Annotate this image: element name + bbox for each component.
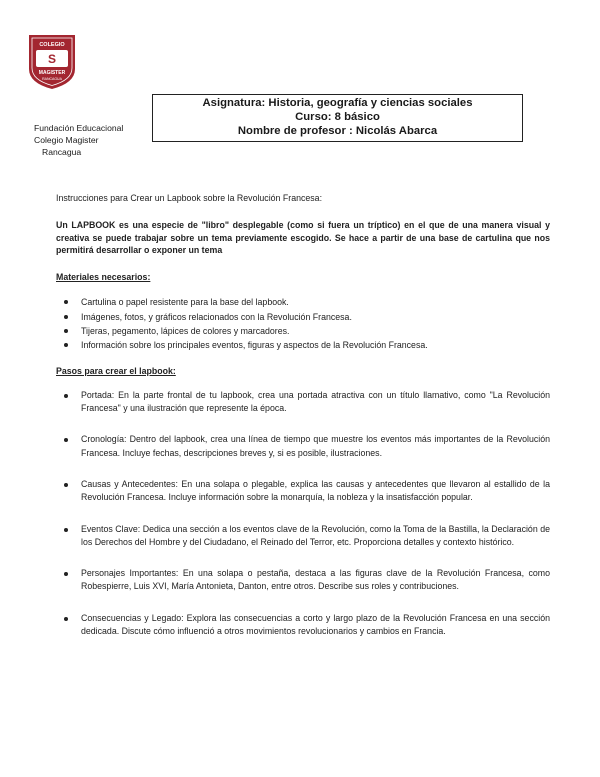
school-logo (27, 33, 77, 91)
org-line-2: Colegio Magister (34, 135, 99, 145)
steps-heading: Pasos para crear el lapbook: (56, 365, 176, 376)
list-item: Cartulina o papel resistente para la base del lapbook. (56, 295, 550, 309)
list-item: Tijeras, pegamento, lápices de colores y marcadores. (56, 324, 550, 338)
steps-list (56, 389, 550, 639)
header-info-box (152, 94, 523, 142)
org-line-3: Rancagua (42, 147, 82, 157)
logo-city-text: RANCAGUA (42, 77, 62, 81)
lapbook-definition: Un LAPBOOK es una especie de "libro" desplegable (como si fuera un tríptico) en el que de una manera visual y creativa se puede trabajar sobre un tema previamente escogido. Se hace a partir de una base de cartulina que nos permitirá desarrollar o exponer un tema (56, 220, 550, 256)
list-item: Imágenes, fotos, y gráficos relacionados con la Revolución Francesa. (56, 310, 550, 324)
org-line-1: Fundación Educacional (34, 123, 124, 133)
list-item: Información sobre los principales eventos, figuras y aspectos de la Revolución Francesa. (56, 338, 550, 352)
materials-heading: Materiales necesarios: (56, 272, 151, 283)
materials-list (56, 295, 550, 353)
intro-text: Instrucciones para Crear un Lapbook sobre la Revolución Francesa: (56, 193, 323, 203)
svg-text:S: S (47, 52, 57, 66)
list-item: Personajes Importantes: En una solapa o pestaña, destaca a las figuras clave de la Revolución Francesa, como Robespierre, Luis XVI, María Antonieta, Danton, entre otros. Describe sus roles y contribuciones. (56, 567, 550, 594)
list-item: Portada: En la parte frontal de tu lapbook, crea una portada atractiva con un título llamativo, como "La Revolución Francesa" y una ilustración que represente la época. (56, 389, 550, 416)
logo-bottom-text: MAGISTER (38, 70, 66, 76)
list-item: Cronología: Dentro del lapbook, crea una línea de tiempo que muestre los eventos más importantes de la Revolución Francesa. Incluye fechas, descripciones breves y, si es posible, ilustraciones. (56, 433, 550, 460)
organization-name (34, 122, 123, 158)
logo-top-text: COLEGIO (39, 42, 65, 48)
teacher-line: Nombre de profesor : Nicolás Abarca (237, 124, 438, 137)
course-line: Curso: 8 básico (295, 110, 380, 123)
subject-line: Asignatura: Historia, geografía y ciencias sociales (202, 97, 473, 109)
document-body (56, 192, 550, 656)
list-item: Causas y Antecedentes: En una solapa o plegable, explica las causas y antecedentes que llevaron al estallido de la Revolución Francesa. Incluye información sobre la monarquía, la nobleza y la insatisfacción popular. (56, 478, 550, 505)
list-item: Eventos Clave: Dedica una sección a los eventos clave de la Revolución, como la Toma de la Bastilla, la Declaración de los Derechos del Hombre y del Ciudadano, el Reinado del Terror, etc. Proporciona detalles y contexto histórico. (56, 523, 550, 550)
list-item: Consecuencias y Legado: Explora las consecuencias a corto y largo plazo de la Revolución Francesa en una sección dedicada. Discute cómo influenció a otros movimientos revolucionarios y cambios en Francia. (56, 612, 550, 639)
